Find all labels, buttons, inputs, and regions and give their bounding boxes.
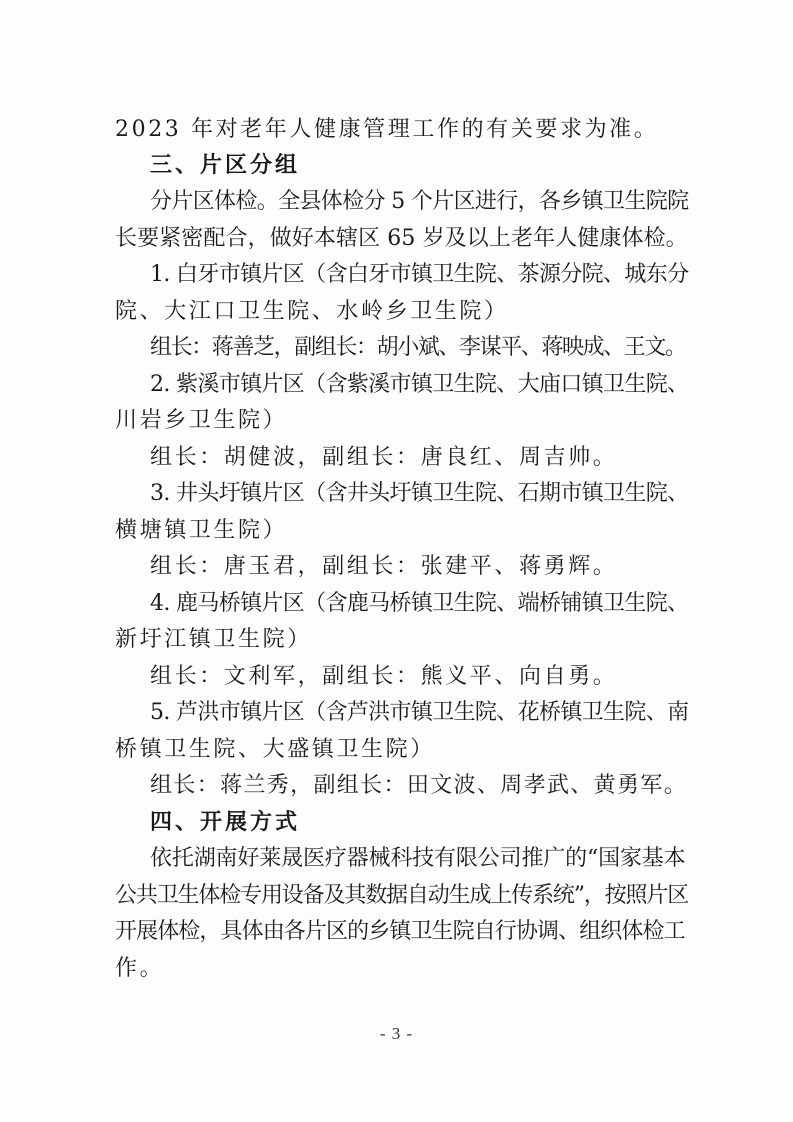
list-item-line: 桥镇卫生院、大盛镇卫生院） xyxy=(115,737,435,762)
list-item-line: 5. 芦洪市镇片区（含芦洪市镇卫生院、花桥镇卫生院、南 xyxy=(150,700,689,725)
list-item-line: 新圩江镇卫生院） xyxy=(115,627,312,652)
paragraph-line: 长要紧密配合，做好本辖区 65 岁及以上老年人健康体检。 xyxy=(115,226,688,251)
list-item-line: 横塘镇卫生院） xyxy=(115,518,288,543)
text-line-continuation: 2023 年对老年人健康管理工作的有关要求为准。 xyxy=(115,117,659,142)
list-item-line: 1. 白牙市镇片区（含白牙市镇卫生院、茶源分院、城东分 xyxy=(150,262,689,287)
group-leaders-line: 组长：唐玉君，副组长：张建平、蒋勇辉。 xyxy=(150,554,618,579)
paragraph-line: 分片区体检。全县体检分 5 个片区进行，各乡镇卫生院院 xyxy=(150,189,689,214)
section-heading-grouping: 三、片区分组 xyxy=(150,153,301,178)
list-item-line: 3. 井头圩镇片区（含井头圩镇卫生院、石期市镇卫生院、 xyxy=(150,481,689,506)
list-item-line: 2. 紫溪市镇片区（含紫溪市镇卫生院、大庙口镇卫生院、 xyxy=(150,372,689,397)
list-item-line: 川岩乡卫生院） xyxy=(115,408,288,433)
page-number: - 3 - xyxy=(379,1024,414,1043)
group-leaders-line: 组长：蒋兰秀，副组长：田文波、周孝武、黄勇军。 xyxy=(150,773,688,798)
paragraph-line: 作。 xyxy=(115,956,165,981)
list-item-line: 院、大江口卫生院、水岭乡卫生院） xyxy=(115,299,509,324)
list-item-line: 4. 鹿马桥镇片区（含鹿马桥镇卫生院、端桥铺镇卫生院、 xyxy=(150,591,689,616)
group-leaders-line: 组长：胡健波，副组长：唐良红、周吉帅。 xyxy=(150,445,618,470)
paragraph-line: 依托湖南好莱晟医疗器械科技有限公司推广的“国家基本 xyxy=(150,846,686,871)
paragraph-line: 公共卫生体检专用设备及其数据自动生成上传系统”，按照片区 xyxy=(115,883,689,908)
group-leaders-line: 组长：文利军，副组长：熊义平、向自勇。 xyxy=(150,664,618,689)
section-heading-method: 四、开展方式 xyxy=(150,810,301,835)
group-leaders-line: 组长：蒋善芝，副组长：胡小斌、李谋平、蒋映成、王文。 xyxy=(150,335,686,360)
paragraph-line: 开展体检，具体由各片区的乡镇卫生院自行协调、组织体检工 xyxy=(115,919,685,944)
